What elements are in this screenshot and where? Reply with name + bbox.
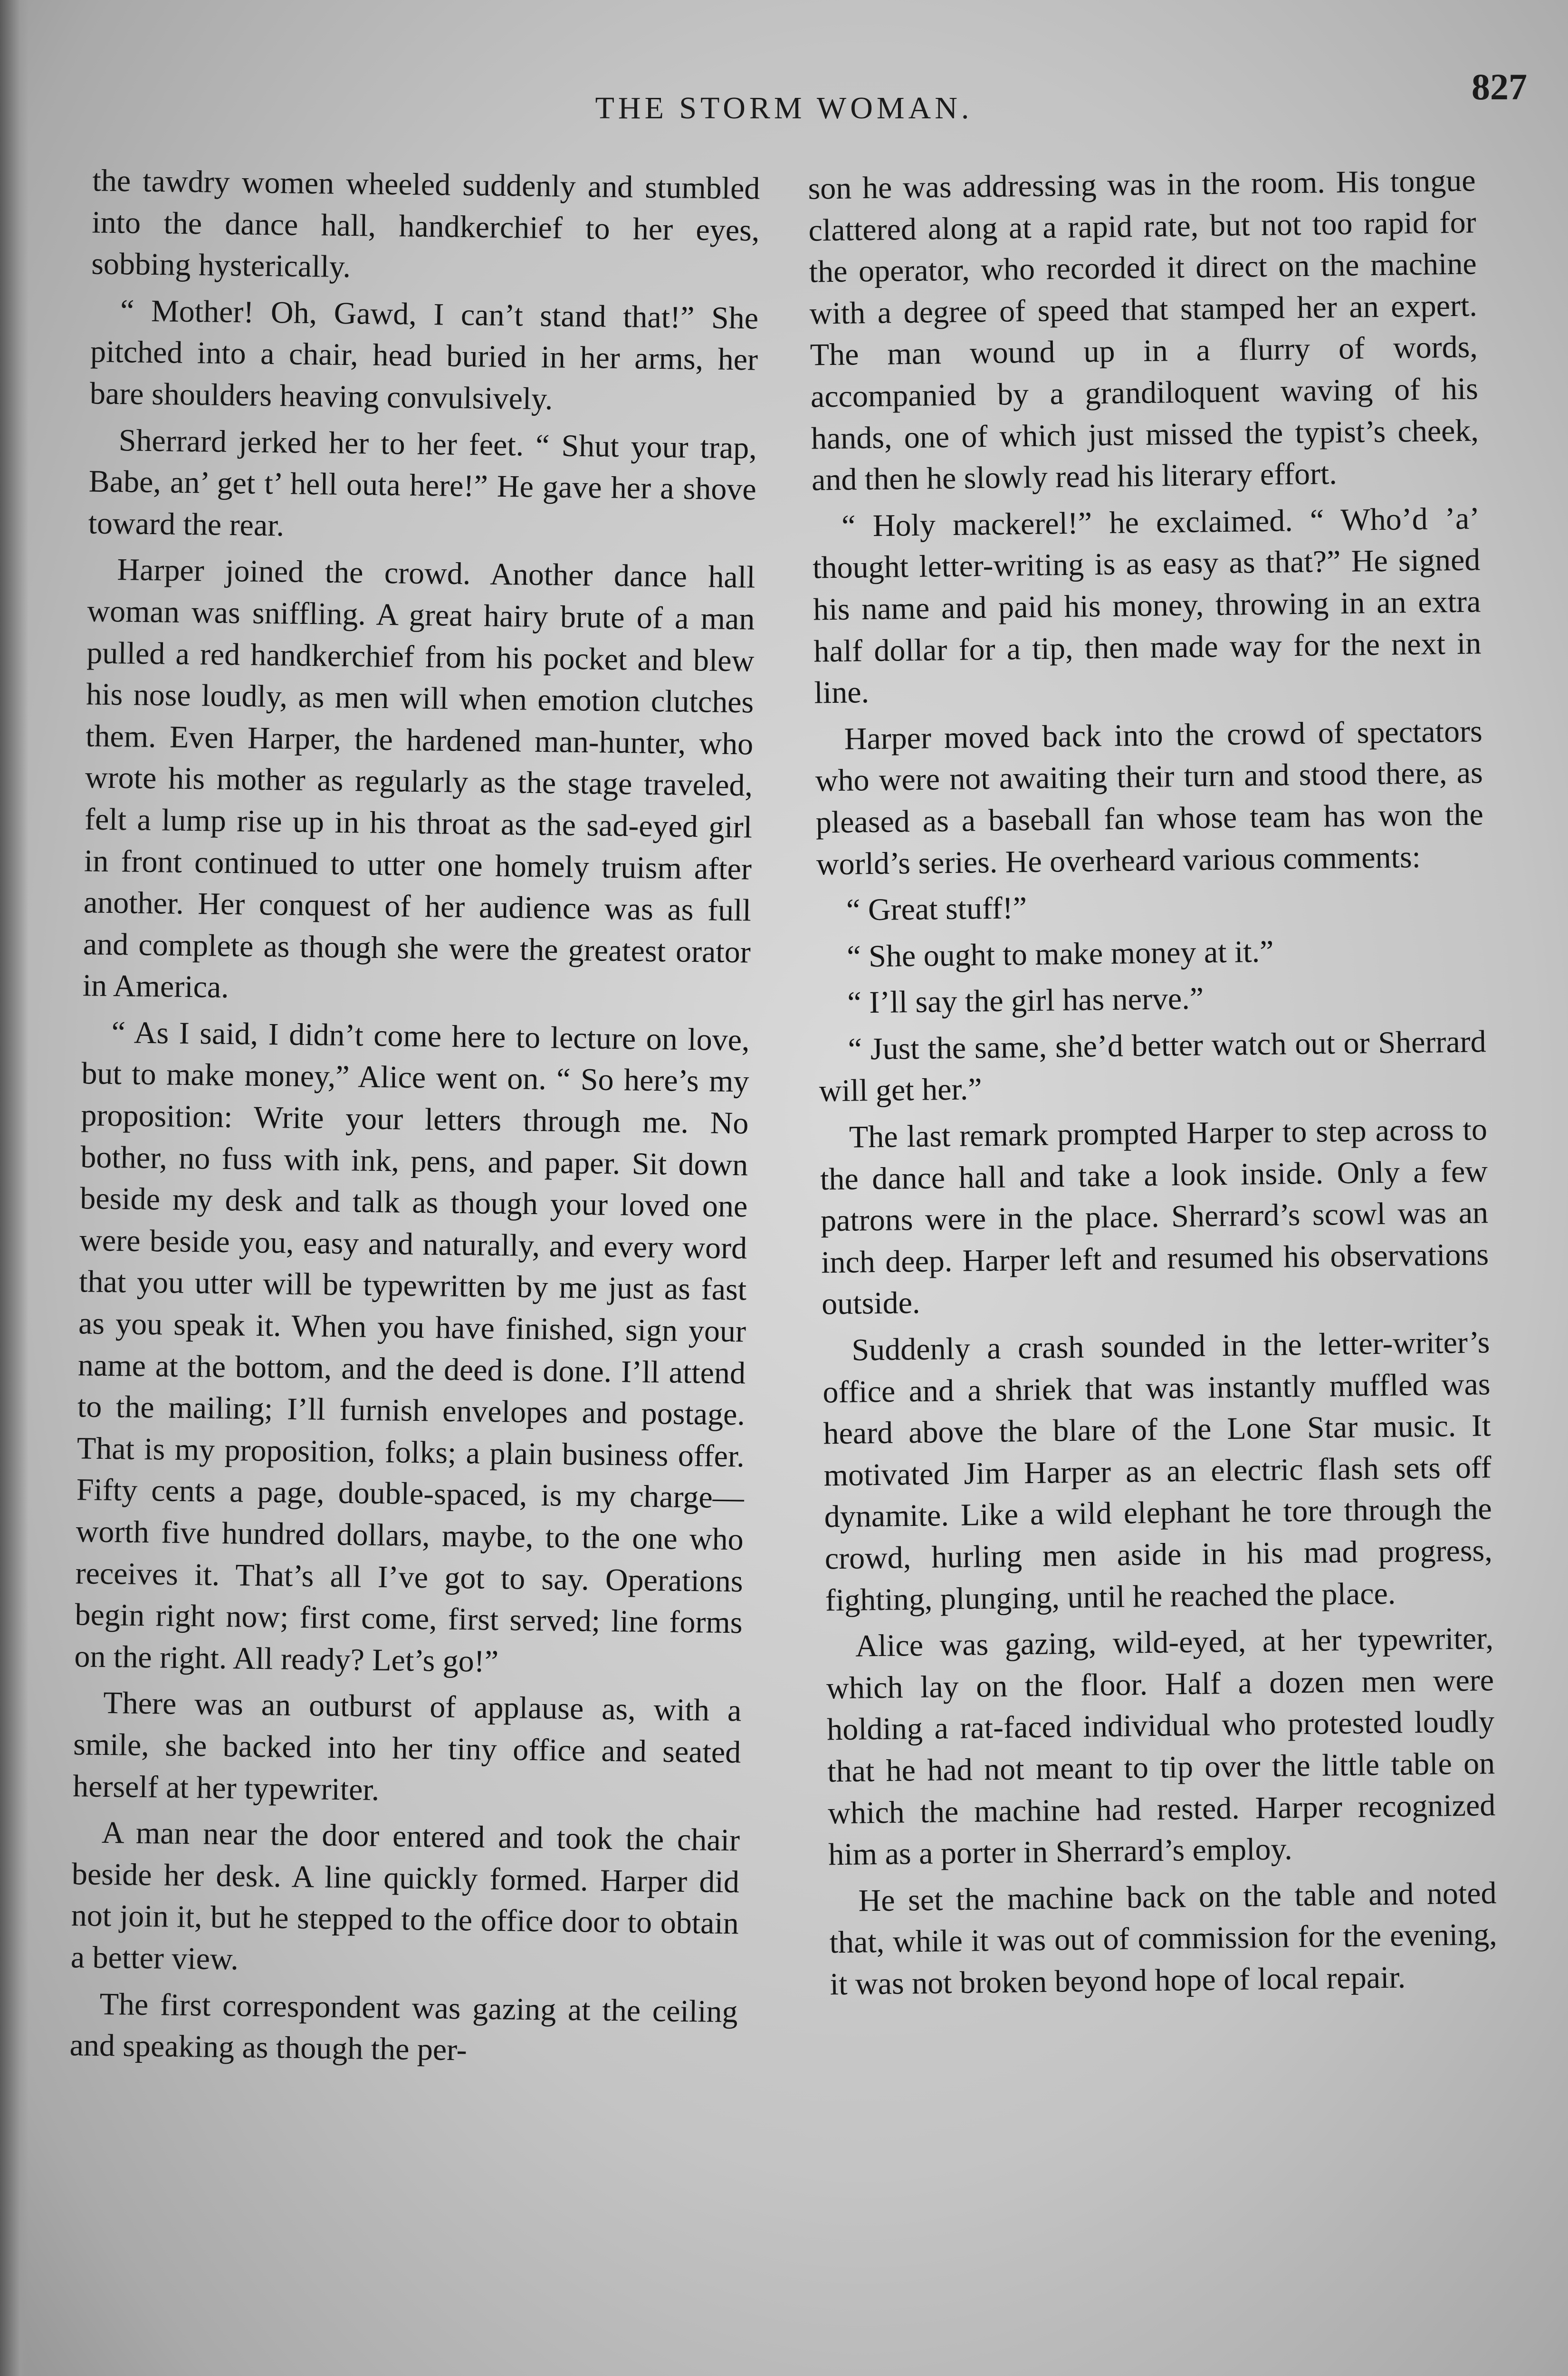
paragraph: Alice was gazing, wild-eyed, at her typewriter, which lay on the floor. Half a dozen men were holding a rat-faced individual who protested loudly that he had not meant to tip over the little table on which the machine had rested. Harper recognized him as a porter in Sherrard’s employ. [826, 1621, 1496, 1872]
paragraph: “ Great stuff!” [846, 891, 1027, 928]
paragraph: “ I’ll say the girl has nerve.” [847, 981, 1204, 1020]
page-spine-shadow [0, 0, 29, 2376]
running-header-title: THE STORM WOMAN. [595, 91, 973, 125]
text-column-left [69, 160, 760, 2079]
paragraph: Sherrard jerked her to her feet. “ Shut your trap, Babe, an’ get t’ hell outa here!” He gave her a shove toward the rear. [88, 422, 757, 543]
paragraph: Suddenly a crash sounded in the letter-writer’s office and a shriek that was instantly muffled was heard above the blare of the Lone Star music. It motivated Jim Harper as an electric flash sets off dynamite. Like a wild elephant he tore through the crowd, hurling men aside in his mad progress, fighting, plunging, until he reached the place. [822, 1325, 1493, 1618]
page-number: 827 [1472, 66, 1527, 107]
paragraph: son he was addressing was in the room. His tongue clattered along at a rapid rate, but not too rapid for the operator, who recorded it direct on the machine with a degree of speed that stamped her an expert. The man wound up in a flurry of words, accompanied by a grandiloquent waving of his hands, one of which just missed the typist’s cheek, and then he slowly read his literary effort. [808, 163, 1479, 498]
paragraph: The last remark prompted Harper to step across to the dance hall and take a look inside. Only a few patrons were in the place. Sherrard’s scowl was an inch deep. Harper left and resumed his observations outside. [820, 1112, 1489, 1322]
paragraph: The first correspondent was gazing at the ceiling and speaking as though the per- [69, 1986, 738, 2068]
text-column-right [808, 160, 1498, 2010]
paragraph: Harper joined the crowd. Another dance hall woman was sniffling. A great hairy brute of a man pulled a red handkerchief from his pocket and blew his nose loudly, as men will when emotion clutches them. Even Harper, the hardened man-hunter, who wrote his mother as regularly as the stage traveled, felt a lump rise up in his throat as the sad-eyed girl in front continued to utter one homely truism after another. Her conquest of her audience was as full and complete as though she were the greatest orator in America. [82, 552, 755, 1005]
paragraph: “ She ought to make money at it.” [846, 934, 1274, 974]
paragraph: “ As I said, I didn’t come here to lecture on love, but to make money,” Alice went on. “ So here’s my proposition: Write your letters through me. No bother, no fuss with ink, pens, and paper. Sit down beside my desk and talk as though your loved one were beside you, easy and naturally, and every word that you utter will be typewritten by me just as fast as you speak it. When you have finished, sign your name at the bottom, and the deed is done. I’ll attend to the mailing; I’ll furnish envelopes and postage. That is my proposition, folks; a plain business offer. Fifty cents a page, double-spaced, is my charge—worth five hundred dollars, maybe, to the one who receives it. That’s all I’ve got to say. Operations begin right now; first come, first served; line forms on the right. All ready? Let’s go!” [74, 1015, 750, 1679]
paragraph: “ Holy mackerel!” he exclaimed. “ Who’d ’a’ thought letter-writing is as easy as that?” He signed his name and paid his money, throwing in an extra half dollar for a tip, then made way for the next in line. [812, 501, 1482, 710]
paragraph: A man near the door entered and took the chair beside her desk. A line quickly formed. Harper did not join it, but he stepped to the office door to obtain a better view. [70, 1815, 740, 1977]
paragraph: “ Mother! Oh, Gawd, I can’t stand that!” She pitched into a chair, head buried in her arms, her bare shoulders heaving convulsively. [89, 293, 759, 417]
paragraph: “ Just the same, she’d better watch out or Sherrard will get her.” [819, 1024, 1487, 1109]
paragraph: Harper moved back into the crowd of spectators who were not awaiting their turn and stood there, as pleased as a baseball fan whose team has won the world’s series. He overheard various comments: [815, 714, 1484, 881]
paragraph: There was an outburst of applause as, with a smile, she backed into her tiny office and seated herself at her typewriter. [72, 1686, 742, 1807]
paragraph: He set the machine back on the table and noted that, while it was out of commission for the evening, it was not broken beyond hope of local repair. [829, 1875, 1498, 2002]
paragraph: the tawdry women wheeled suddenly and stumbled into the dance hall, handkerchief to her eyes, sobbing hysterically. [91, 163, 760, 285]
